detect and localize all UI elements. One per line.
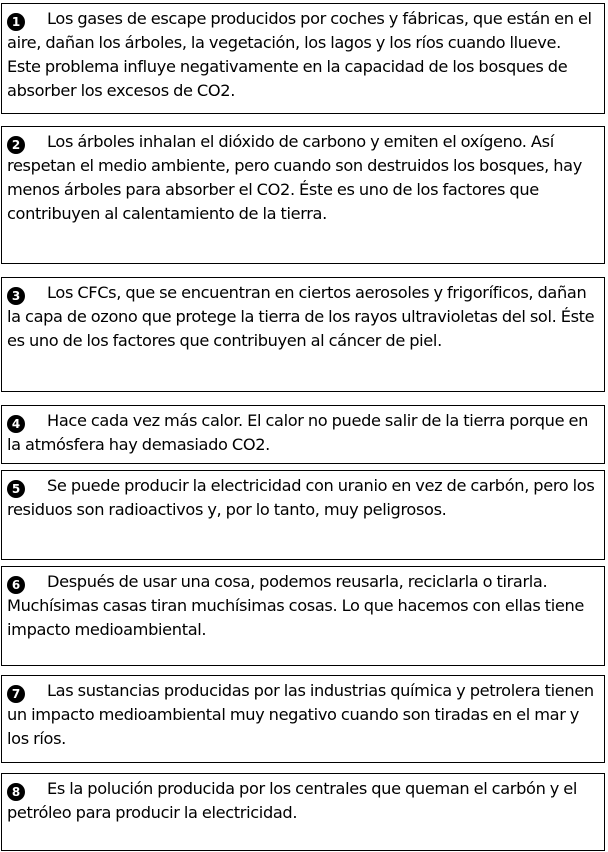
number-badge-7: 7 xyxy=(7,685,25,703)
statement-text-2: Los árboles inhalan el dióxido de carbono y emiten el oxígeno. Así respetan el medio ambiente, pero cuando son destruidos los bosques, hay menos árboles para absorber el CO2. Éste es uno de los factores que contribuyen al calentamiento de la tierra. xyxy=(7,132,582,223)
statement-text-1: Los gases de escape producidos por coches y fábricas, que están en el aire, dañan los árboles, la vegetación, los lagos y los ríos cuando llueve. Este problema influye negativamente en la capacidad de los bosques de absorber los excesos de CO2. xyxy=(7,9,592,100)
number-badge-2: 2 xyxy=(7,136,25,154)
number-badge-4: 4 xyxy=(7,415,25,433)
statement-card-5 xyxy=(1,470,605,560)
statement-text-6: Después de usar una cosa, podemos reusarla, reciclarla o tirarla. Muchísimas casas tiran muchísimas cosas. Lo que hacemos con ellas tiene impacto medioambiental. xyxy=(7,572,584,639)
number-badge-1: 1 xyxy=(7,13,25,31)
statement-text-4: Hace cada vez más calor. El calor no puede salir de la tierra porque en la atmósfera hay demasiado CO2. xyxy=(7,411,589,454)
statement-card-6 xyxy=(1,566,605,666)
number-badge-5: 5 xyxy=(7,480,25,498)
statement-card-8 xyxy=(1,773,605,851)
statement-card-7 xyxy=(1,675,605,763)
statement-card-1 xyxy=(1,3,605,114)
statement-text-7: Las sustancias producidas por las industrias química y petrolera tienen un impacto medioambiental muy negativo cuando son tiradas en el mar y los ríos. xyxy=(7,681,594,748)
statement-text-5: Se puede producir la electricidad con uranio en vez de carbón, pero los residuos son radioactivos y, por lo tanto, muy peligrosos. xyxy=(7,476,595,519)
statement-card-2 xyxy=(1,126,605,264)
statement-card-3 xyxy=(1,277,605,392)
number-badge-3: 3 xyxy=(7,287,25,305)
number-badge-8: 8 xyxy=(7,783,25,801)
statement-text-3: Los CFCs, que se encuentran en ciertos aerosoles y frigoríficos, dañan la capa de ozono que protege la tierra de los rayos ultravioletas del sol. Éste es uno de los factores que contribuyen al cáncer de piel. xyxy=(7,283,595,350)
statement-card-4 xyxy=(1,405,605,464)
number-badge-6: 6 xyxy=(7,576,25,594)
statement-text-8: Es la polución producida por los centrales que queman el carbón y el petróleo para producir la electricidad. xyxy=(7,779,578,822)
